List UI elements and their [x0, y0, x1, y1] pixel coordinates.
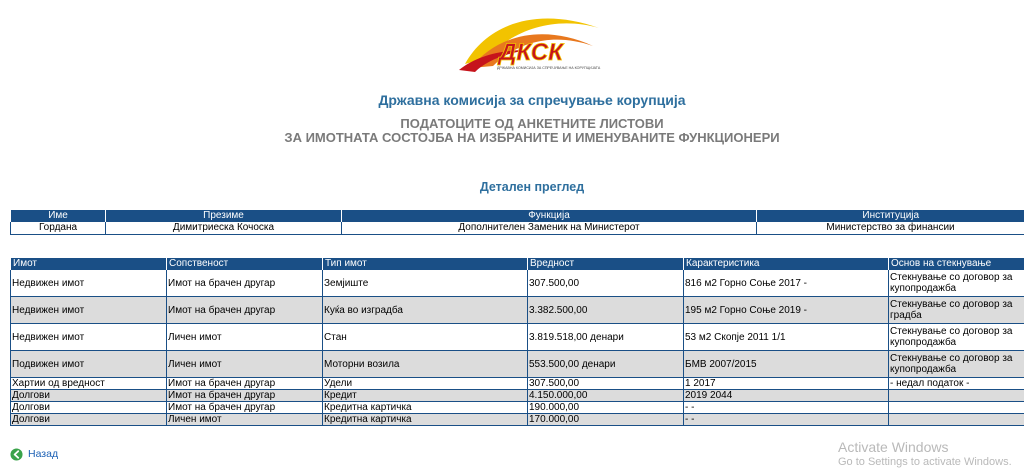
cell-asset-type: Моторни возила — [323, 351, 528, 378]
cell-value: 553.500,00 денари — [528, 351, 684, 378]
cell-asset-type: Кредитна картичка — [323, 414, 528, 426]
header-name: Име — [11, 210, 106, 222]
cell-value: 170.000,00 — [528, 414, 684, 426]
assets-table — [10, 258, 1024, 426]
header-institution: Институција — [757, 210, 1024, 222]
table-row — [11, 324, 1024, 351]
cell-characteristic: БМВ 2007/2015 — [684, 351, 889, 378]
cell-asset-type: Куќа во изградба — [323, 297, 528, 324]
official-surname: Димитриеска Кочоска — [106, 222, 342, 235]
cell-value: 307.500,00 — [528, 270, 684, 297]
cell-ownership: Имот на брачен другар — [167, 378, 323, 390]
cell-characteristic: 816 м2 Горно Соње 2017 - — [684, 270, 889, 297]
table-row — [11, 297, 1024, 324]
cell-asset-type: Стан — [323, 324, 528, 351]
cell-acquisition-basis: Стекнување со договор за градба — [889, 297, 1024, 324]
back-link-label: Назад — [28, 448, 59, 460]
cell-asset: Долгови — [11, 390, 167, 402]
table-row — [11, 390, 1024, 402]
watermark-line-2: Go to Settings to activate Windows. — [838, 456, 1012, 468]
table-row — [11, 414, 1024, 426]
cell-asset: Недвижен имот — [11, 324, 167, 351]
back-link[interactable] — [10, 447, 58, 461]
header-asset-type: Тип имот — [323, 258, 528, 270]
page-subtitle — [0, 117, 1024, 145]
cell-characteristic: 53 м2 Скопје 2011 1/1 — [684, 324, 889, 351]
cell-characteristic: 1 2017 — [684, 378, 889, 390]
header-function: Функција — [342, 210, 757, 222]
cell-value: 307.500,00 — [528, 378, 684, 390]
cell-asset-type: Удели — [323, 378, 528, 390]
watermark-line-1: Activate Windows — [838, 439, 949, 455]
header-ownership: Сопственост — [167, 258, 323, 270]
header-value: Вредност — [528, 258, 684, 270]
official-institution: Министерство за финансии — [757, 222, 1024, 235]
subtitle-line-2: ЗА ИМОТНАТА СОСТОЈБА НА ИЗБРАНИТЕ И ИМЕНУВАНИТЕ ФУНКЦИОНЕРИ — [284, 130, 780, 145]
table-row — [11, 270, 1024, 297]
cell-value: 190.000,00 — [528, 402, 684, 414]
detail-title: Детален преглед — [479, 180, 585, 194]
cell-acquisition-basis — [889, 414, 1024, 426]
cell-asset: Подвижен имот — [11, 351, 167, 378]
table-row — [11, 351, 1024, 378]
dksk-logo — [457, 6, 607, 82]
cell-characteristic: 2019 2044 — [684, 390, 889, 402]
cell-asset-type: Кредит — [323, 390, 528, 402]
table-row — [11, 378, 1024, 390]
cell-characteristic: - - — [684, 402, 889, 414]
official-row — [11, 222, 1024, 235]
cell-asset-type: Земјиште — [323, 270, 528, 297]
cell-value: 4.150.000,00 — [528, 390, 684, 402]
cell-characteristic: - - — [684, 414, 889, 426]
cell-value: 3.819.518,00 денари — [528, 324, 684, 351]
agency-name: Државна комисија за спречување корупција — [378, 92, 686, 108]
cell-value: 3.382.500,00 — [528, 297, 684, 324]
header-characteristic: Карактеристика — [684, 258, 889, 270]
cell-acquisition-basis: - недал податок - — [889, 378, 1024, 390]
activate-windows-watermark — [838, 439, 1012, 470]
header-asset: Имот — [11, 258, 167, 270]
cell-acquisition-basis — [889, 390, 1024, 402]
cell-ownership: Личен имот — [167, 324, 323, 351]
header-acquisition-basis: Основ на стекнување — [889, 258, 1024, 270]
table-row — [11, 402, 1024, 414]
cell-characteristic: 195 м2 Горно Соње 2019 - — [684, 297, 889, 324]
cell-ownership: Личен имот — [167, 414, 323, 426]
subtitle-line-1: ПОДАТОЦИТЕ ОД АНКЕТНИТЕ ЛИСТОВИ — [400, 116, 664, 131]
cell-asset: Недвижен имот — [11, 297, 167, 324]
cell-ownership: Имот на брачен другар — [167, 390, 323, 402]
cell-asset: Долгови — [11, 402, 167, 414]
official-function: Дополнителен Заменик на Министерот — [342, 222, 757, 235]
cell-ownership: Личен имот — [167, 351, 323, 378]
cell-asset: Недвижен имот — [11, 270, 167, 297]
cell-acquisition-basis: Стекнување со договор за купопродажба — [889, 270, 1024, 297]
cell-asset: Хартии од вредност — [11, 378, 167, 390]
cell-asset-type: Кредитна картичка — [323, 402, 528, 414]
logo-text: ДКСК — [499, 39, 563, 66]
official-header-row — [11, 210, 1024, 222]
cell-ownership: Имот на брачен другар — [167, 402, 323, 414]
official-name: Гордана — [11, 222, 106, 235]
assets-header-row — [11, 258, 1024, 270]
logo-tagline: ДРЖАВНА КОМИСИЈА ЗА СПРЕЧУВАЊЕ НА КОРУПЦИЈАТА — [497, 66, 601, 70]
cell-acquisition-basis: Стекнување со договор за купопродажба — [889, 324, 1024, 351]
cell-acquisition-basis: Стекнување со договор за купопродажба — [889, 351, 1024, 378]
official-table — [10, 210, 1024, 235]
back-arrow-icon — [10, 448, 23, 461]
cell-ownership: Имот на брачен другар — [167, 270, 323, 297]
cell-ownership: Имот на брачен другар — [167, 297, 323, 324]
cell-acquisition-basis — [889, 402, 1024, 414]
header-surname: Презиме — [106, 210, 342, 222]
cell-asset: Долгови — [11, 414, 167, 426]
